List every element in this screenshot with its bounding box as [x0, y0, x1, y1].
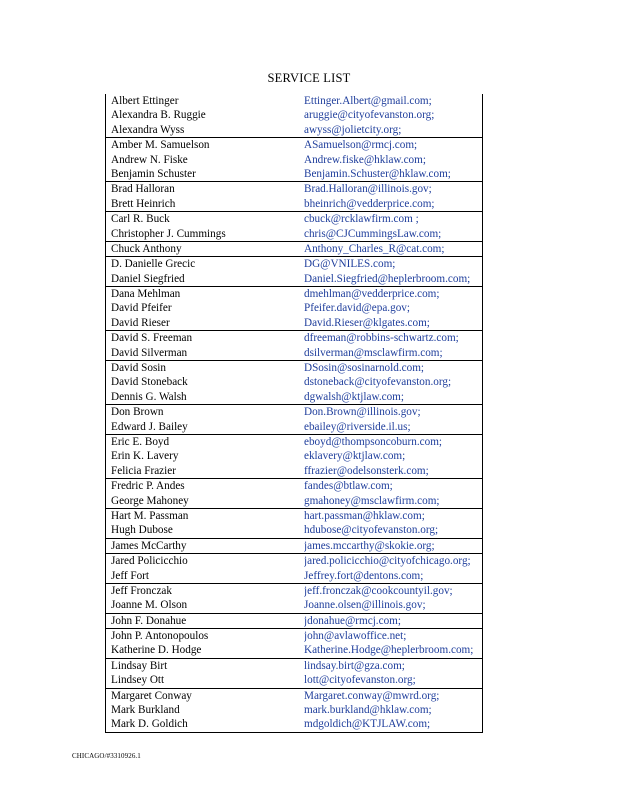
- contact-email: eklavery@ktjlaw.com;: [304, 450, 406, 463]
- contact-name: John F. Donahue: [111, 614, 187, 627]
- contact-name: David Rieser: [111, 316, 170, 329]
- name-cell: [106, 138, 301, 182]
- contact-name: David Sosin: [111, 362, 167, 375]
- contact-name: Joanne M. Olson: [111, 599, 188, 612]
- contact-email: dfreeman@robbins-schwartz.com;: [304, 332, 459, 345]
- contact-email: lindsay.birt@gza.com;: [304, 659, 405, 672]
- contact-email: fandes@btlaw.com;: [304, 480, 393, 493]
- name-cell: [106, 613, 301, 628]
- email-cell: [300, 182, 483, 212]
- table-row: [106, 613, 483, 628]
- name-cell: [106, 212, 301, 242]
- table-row: [106, 405, 483, 435]
- email-cell: [300, 241, 483, 256]
- contact-email: Brad.Halloran@illinois.gov;: [304, 183, 432, 196]
- table-row: [106, 241, 483, 256]
- table-row: [106, 212, 483, 242]
- contact-email: lott@cityofevanston.org;: [304, 674, 416, 687]
- contact-email: hdubose@cityofevanston.org;: [304, 524, 439, 537]
- contact-name: David Pfeifer: [111, 302, 172, 315]
- contact-name: Eric E. Boyd: [111, 435, 170, 448]
- contact-name: Daniel Siegfried: [111, 272, 185, 285]
- table-row: [106, 479, 483, 509]
- contact-email: Daniel.Siegfried@heplerbroom.com;: [304, 272, 471, 285]
- contact-name: Alexandra B. Ruggie: [111, 109, 206, 122]
- contact-name: Mark Burkland: [111, 704, 180, 717]
- contact-email: cbuck@rcklawfirm.com ;: [304, 213, 419, 226]
- contact-name: Christopher J. Cummings: [111, 227, 226, 240]
- contact-name: Brett Heinrich: [111, 197, 176, 210]
- contact-name: Hugh Dubose: [111, 524, 173, 537]
- contact-name: David S. Freeman: [111, 332, 193, 345]
- contact-name: Dennis G. Walsh: [111, 390, 187, 403]
- table-row: [106, 554, 483, 584]
- table-row: [106, 508, 483, 538]
- table-row: [106, 583, 483, 613]
- email-cell: [300, 479, 483, 509]
- email-cell: [300, 212, 483, 242]
- email-cell: [300, 257, 483, 287]
- contact-email: DG@VNILES.com;: [304, 258, 396, 271]
- service-list-table: [105, 94, 483, 733]
- contact-name: James McCarthy: [111, 539, 187, 552]
- contact-name: Brad Halloran: [111, 183, 175, 196]
- table-row: [106, 688, 483, 732]
- contact-email: Margaret.conway@mwrd.org;: [304, 689, 440, 702]
- email-cell: [300, 554, 483, 584]
- contact-name: Fredric P. Andes: [111, 480, 185, 493]
- contact-name: Felicia Frazier: [111, 464, 176, 477]
- contact-name: David Stoneback: [111, 376, 188, 389]
- contact-email: chris@CJCummingsLaw.com;: [304, 227, 442, 240]
- contact-email: mdgoldich@KTJLAW.com;: [304, 718, 431, 731]
- email-cell: [300, 94, 483, 138]
- name-cell: [106, 331, 301, 361]
- contact-email: jared.policicchio@cityofchicago.org;: [304, 555, 471, 568]
- contact-email: Andrew.fiske@hklaw.com;: [304, 153, 426, 166]
- email-cell: [300, 613, 483, 628]
- contact-email: dsilverman@msclawfirm.com;: [304, 346, 443, 359]
- contact-name: Erin K. Lavery: [111, 450, 179, 463]
- document-id-footer: CHICAGO/#3310926.1: [72, 752, 141, 760]
- contact-email: Don.Brown@illinois.gov;: [304, 406, 421, 419]
- contact-name: David Silverman: [111, 346, 188, 359]
- contact-name: Albert Ettinger: [111, 95, 179, 107]
- name-cell: [106, 94, 301, 138]
- service-list-body: [106, 94, 483, 732]
- email-cell: [300, 331, 483, 361]
- contact-email: Ettinger.Albert@gmail.com;: [304, 95, 432, 107]
- contact-email: aruggie@cityofevanston.org;: [304, 109, 435, 122]
- contact-name: Alexandra Wyss: [111, 123, 185, 136]
- name-cell: [106, 554, 301, 584]
- name-cell: [106, 405, 301, 435]
- name-cell: [106, 688, 301, 732]
- email-cell: [300, 629, 483, 659]
- contact-email: jdonahue@rmcj.com;: [304, 614, 401, 627]
- contact-email: eboyd@thompsoncoburn.com;: [304, 435, 443, 448]
- contact-name: John P. Antonopoulos: [111, 630, 209, 643]
- contact-email: jeff.fronczak@cookcountyil.gov;: [304, 584, 453, 597]
- contact-email: dstoneback@cityofevanston.org;: [304, 376, 452, 389]
- email-cell: [300, 583, 483, 613]
- contact-name: Jeff Fronczak: [111, 584, 172, 597]
- email-cell: [300, 658, 483, 688]
- contact-name: D. Danielle Grecic: [111, 258, 196, 271]
- table-row: [106, 658, 483, 688]
- contact-email: john@avlawoffice.net;: [304, 630, 407, 643]
- name-cell: [106, 538, 301, 553]
- contact-email: Anthony_Charles_R@cat.com;: [304, 242, 445, 255]
- contact-email: DSosin@sosinarnold.com;: [304, 362, 425, 375]
- contact-name: Katherine D. Hodge: [111, 644, 202, 657]
- contact-email: Joanne.olsen@illinois.gov;: [304, 599, 426, 612]
- contact-email: dgwalsh@ktjlaw.com;: [304, 390, 404, 403]
- email-cell: [300, 361, 483, 405]
- table-row: [106, 361, 483, 405]
- contact-email: bheinrich@vedderprice.com;: [304, 197, 435, 210]
- contact-email: David.Rieser@klgates.com;: [304, 316, 430, 329]
- table-row: [106, 331, 483, 361]
- table-row: [106, 138, 483, 182]
- email-cell: [300, 508, 483, 538]
- contact-email: ffrazier@odelsonsterk.com;: [304, 464, 429, 477]
- contact-name: Jared Policicchio: [111, 555, 188, 568]
- contact-email: ASamuelson@rmcj.com;: [304, 139, 418, 152]
- contact-email: Benjamin.Schuster@hklaw.com;: [304, 167, 451, 180]
- contact-email: Katherine.Hodge@heplerbroom.com;: [304, 644, 474, 657]
- contact-name: Dana Mehlman: [111, 288, 181, 301]
- contact-email: dmehlman@vedderprice.com;: [304, 288, 440, 301]
- contact-name: George Mahoney: [111, 494, 189, 507]
- contact-email: Jeffrey.fort@dentons.com;: [304, 569, 424, 582]
- contact-name: Amber M. Samuelson: [111, 139, 210, 152]
- contact-name: Andrew N. Fiske: [111, 153, 188, 166]
- contact-email: mark.burkland@hklaw.com;: [304, 704, 432, 717]
- name-cell: [106, 241, 301, 256]
- name-cell: [106, 182, 301, 212]
- name-cell: [106, 508, 301, 538]
- contact-name: Chuck Anthony: [111, 242, 182, 255]
- contact-email: james.mccarthy@skokie.org;: [304, 539, 435, 552]
- contact-email: ebailey@riverside.il.us;: [304, 420, 411, 433]
- contact-name: Benjamin Schuster: [111, 167, 196, 180]
- name-cell: [106, 287, 301, 331]
- table-row: [106, 94, 483, 138]
- table-row: [106, 434, 483, 478]
- name-cell: [106, 658, 301, 688]
- table-row: [106, 629, 483, 659]
- name-cell: [106, 257, 301, 287]
- contact-name: Lindsay Birt: [111, 659, 168, 672]
- contact-name: Carl R. Buck: [111, 213, 170, 226]
- email-cell: [300, 538, 483, 553]
- contact-name: Mark D. Goldich: [111, 718, 188, 731]
- contact-name: Hart M. Passman: [111, 509, 189, 522]
- table-row: [106, 287, 483, 331]
- name-cell: [106, 583, 301, 613]
- contact-name: Edward J. Bailey: [111, 420, 188, 433]
- name-cell: [106, 434, 301, 478]
- page-title: SERVICE LIST: [267, 71, 351, 85]
- email-cell: [300, 138, 483, 182]
- name-cell: [106, 629, 301, 659]
- email-cell: [300, 287, 483, 331]
- contact-email: awyss@jolietcity.org;: [304, 123, 402, 136]
- contact-email: hart.passman@hklaw.com;: [304, 509, 425, 522]
- contact-name: Don Brown: [111, 406, 164, 419]
- contact-email: gmahoney@msclawfirm.com;: [304, 494, 440, 507]
- contact-email: Pfeifer.david@epa.gov;: [304, 302, 410, 315]
- email-cell: [300, 688, 483, 732]
- contact-name: Margaret Conway: [111, 689, 192, 702]
- email-cell: [300, 434, 483, 478]
- name-cell: [106, 479, 301, 509]
- name-cell: [106, 361, 301, 405]
- table-row: [106, 182, 483, 212]
- contact-name: Lindsey Ott: [111, 674, 165, 687]
- contact-name: Jeff Fort: [111, 569, 150, 582]
- table-row: [106, 538, 483, 553]
- table-row: [106, 257, 483, 287]
- email-cell: [300, 405, 483, 435]
